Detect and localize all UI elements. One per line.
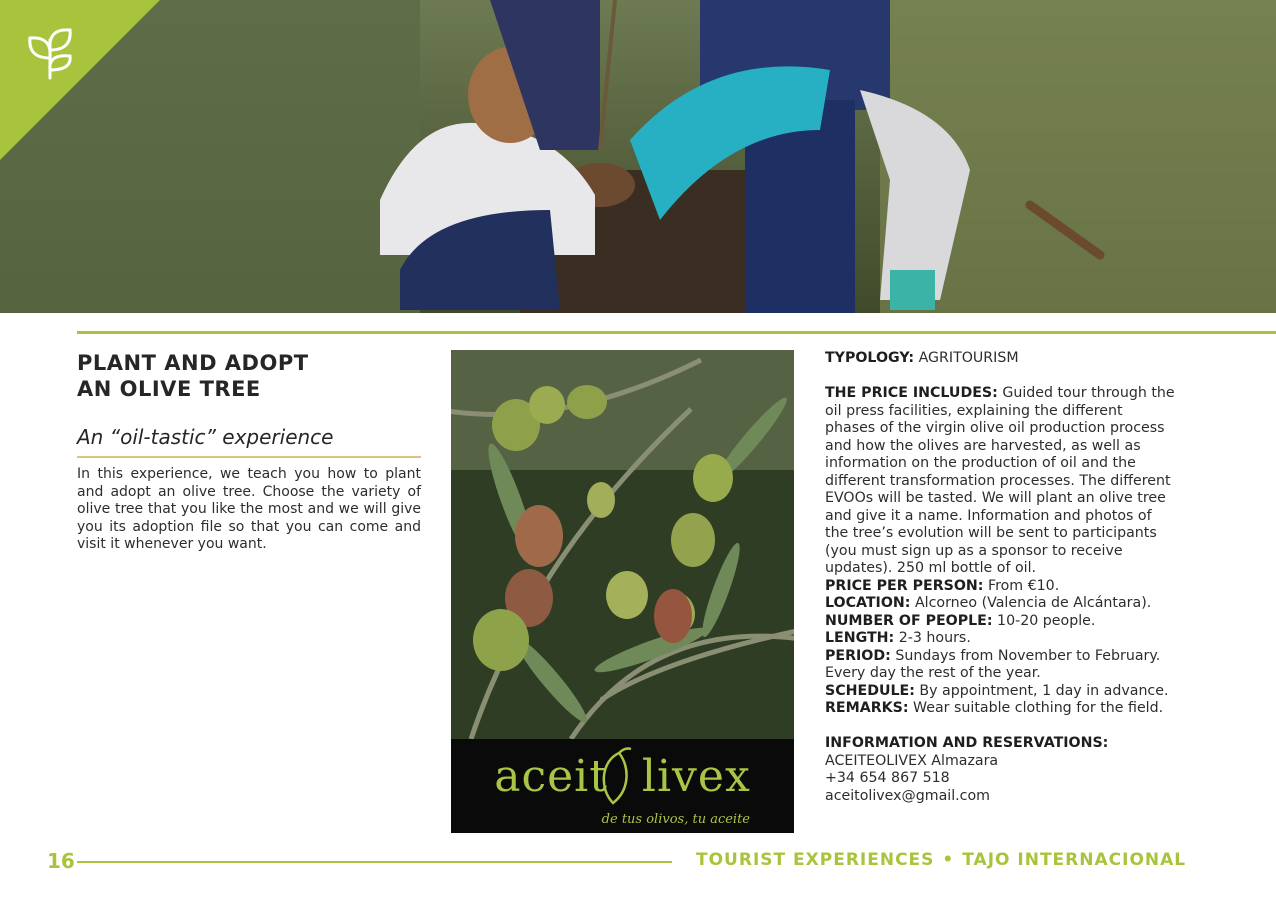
aceitolivex-logo	[451, 739, 794, 833]
reservations-heading	[825, 735, 1175, 753]
subtitle: An “oil-tastic” experience	[77, 425, 334, 449]
logo-tagline: de tus olivos, tu aceite	[601, 812, 750, 827]
footer-separator: •	[942, 850, 955, 870]
experience-details	[825, 350, 1175, 805]
subtitle-divider	[77, 456, 421, 458]
location-value: Alcorneo (Valencia de Alcántara).	[914, 595, 1152, 611]
price-value: From €10.	[987, 577, 1060, 594]
logo-word-part-2: livex	[641, 751, 751, 802]
title-line-2: AN OLIVE TREE	[77, 377, 261, 401]
people-label: NUMBER OF PEOPLE:	[825, 612, 993, 629]
price-label: PRICE PER PERSON:	[825, 577, 984, 594]
schedule-row	[825, 683, 1175, 701]
footer-section-title	[696, 850, 1186, 870]
hero-photo	[0, 0, 1276, 313]
footer-divider	[77, 861, 672, 863]
olive-branch-photo	[451, 350, 794, 739]
typology-row	[825, 350, 1175, 368]
intro-paragraph: In this experience, we teach you how to plant and adopt an olive tree. Choose the variety of olive tree that you like the most and we will give you its adoption file so that you can come and visit it whenever you want.	[77, 466, 421, 552]
price-includes-value: Guided tour through the oil press facilities, explaining the different phases of the virgin olive oil production process and how the olives are harvested, as well as information on the production of oil and the different transformation processes. The different EVOOs will be tasted. We will plant an olive tree and give it a name. Information and photos of the tree’s evolution will be sent to participants (you must sign up as a sponsor to receive updates). 250 ml bottle of oil.	[825, 385, 1175, 576]
remarks-label: REMARKS:	[825, 700, 909, 716]
page-title	[77, 350, 417, 402]
contact-name: ACEITEOLIVEX Almazara	[825, 752, 999, 769]
length-row	[825, 630, 1175, 648]
schedule-label: SCHEDULE:	[825, 682, 915, 699]
reservations-label: INFORMATION AND RESERVATIONS:	[825, 735, 1109, 751]
price-includes-row	[825, 385, 1175, 578]
footer-section: TOURIST EXPERIENCES	[696, 850, 935, 870]
price-includes-label: THE PRICE INCLUDES:	[825, 385, 998, 401]
period-value: Sundays from November to February. Every day the rest of the year.	[825, 647, 1161, 681]
period-row	[825, 648, 1175, 683]
length-value: 2-3 hours.	[898, 630, 971, 646]
period-label: PERIOD:	[825, 647, 891, 664]
remarks-value: Wear suitable clothing for the field.	[913, 700, 1164, 716]
location-row	[825, 595, 1175, 613]
footer-region: TAJO INTERNACIONAL	[962, 850, 1187, 870]
logo-word-part-1: aceit	[494, 751, 608, 802]
location-label: LOCATION:	[825, 595, 911, 611]
contact-phone[interactable]: +34 654 867 518	[825, 770, 950, 786]
leaf-corner-badge	[0, 0, 160, 160]
schedule-value: By appointment, 1 day in advance.	[919, 682, 1169, 699]
contact-email[interactable]: aceitolivex@gmail.com	[825, 787, 990, 804]
typology-label: TYPOLOGY:	[825, 350, 915, 366]
top-divider	[77, 331, 1276, 334]
typology-value: AGRITOURISM	[918, 350, 1019, 366]
people-value: 10-20 people.	[997, 612, 1096, 629]
people-row	[825, 613, 1175, 631]
remarks-row	[825, 700, 1175, 718]
price-row	[825, 578, 1175, 596]
length-label: LENGTH:	[825, 630, 895, 646]
olive-leaf-icon	[599, 745, 639, 807]
title-line-1: PLANT AND ADOPT	[77, 351, 309, 375]
page-number: 16	[47, 849, 75, 873]
